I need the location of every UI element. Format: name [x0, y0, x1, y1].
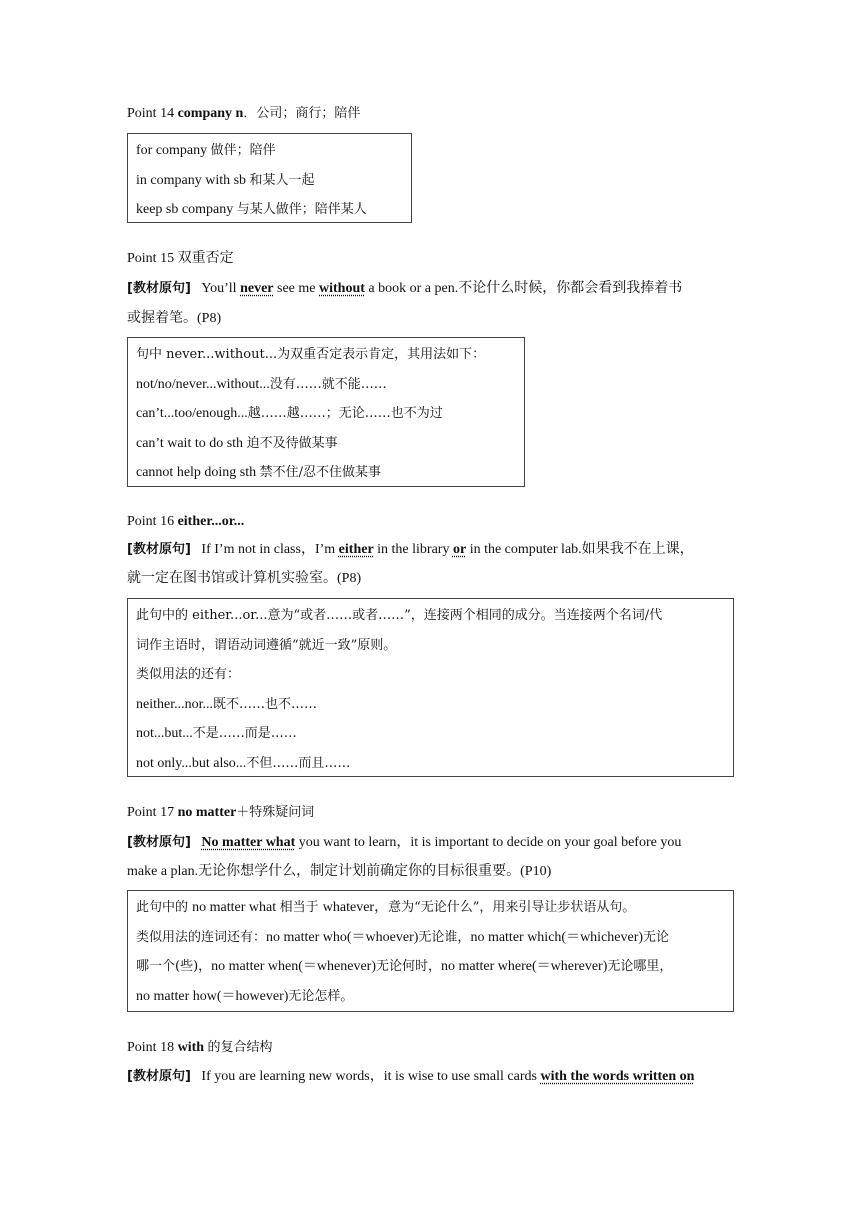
point-18-word: with	[177, 1040, 208, 1055]
point-17-sentence: [教材原句] No matter what you want to learn，it is important to decide on your goal before you	[127, 835, 682, 850]
box-row: for company 做伴；陪伴	[136, 143, 276, 158]
box-row: 类似用法的还有：	[136, 667, 241, 682]
textbook-sentence-tag: [教材原句]	[127, 1069, 191, 1084]
point-16-box	[127, 598, 734, 777]
point-15-sentence: [教材原句] You’ll never see me without a book or a pen.不论什么时候，你都会看到我捧着书	[127, 281, 683, 296]
box-row: 哪一个(些)，no matter when(＝whenever)无论何时，no matter where(＝wherever)无论哪里，	[136, 959, 673, 974]
point-14-word: company n	[177, 106, 244, 121]
box-row: 类似用法的连词还有：no matter who(＝whoever)无论谁，no matter which(＝whichever)无论	[136, 929, 670, 945]
point-16-sentence-cont: 就一定在图书馆或计算机实验室。(P8)	[127, 571, 362, 586]
box-row: not/no/never...without...没有……就不能……	[136, 376, 387, 392]
box-row: 此句中的 no matter what 相当于 whatever，意为“无论什么”，用来引导让步状语从句。	[136, 900, 636, 915]
textbook-sentence-tag: [教材原句]	[127, 542, 191, 557]
point-14-heading: Point 14 company n．公司；商行；陪伴	[127, 106, 361, 121]
box-row: 词作主语时，谓语动词遵循“就近一致”原则。	[136, 637, 397, 653]
point-17-heading: Point 17 no matter＋特殊疑问词	[127, 805, 315, 820]
point-17-box	[127, 890, 734, 1012]
box-row: in company with sb 和某人一起	[136, 172, 315, 188]
point-18-heading: Point 18 with 的复合结构	[127, 1040, 273, 1055]
box-row: can’t wait to do sth 迫不及待做某事	[136, 435, 338, 451]
point-18-sentence: [教材原句] If you are learning new words，it is wise to use small cards with the words written on	[127, 1069, 695, 1084]
point-15-box	[127, 337, 525, 487]
point-16-word: either...or...	[177, 514, 245, 529]
box-row: 句中 never...without...为双重否定表示肯定，其用法如下：	[136, 347, 486, 362]
box-row: can’t...too/enough...越……越……；无论……也不为过	[136, 406, 443, 421]
point-15-sentence-cont: 或握着笔。(P8)	[127, 311, 222, 326]
box-row: no matter how(＝however)无论怎样。	[136, 988, 354, 1004]
point-15-heading: Point 15 双重否定	[127, 251, 234, 266]
point-16-heading: Point 16 either...or...	[127, 514, 245, 529]
textbook-sentence-tag: [教材原句]	[127, 281, 191, 296]
point-16-sentence: [教材原句] If I’m not in class，I’m either in the library or in the computer lab.如果我不在上课，	[127, 542, 694, 557]
point-17-sentence-cont: make a plan.无论你想学什么，制定计划前确定你的目标很重要。(P10)	[127, 864, 552, 879]
box-row: keep sb company 与某人做伴；陪伴某人	[136, 202, 367, 217]
point-17-word: no matter	[177, 805, 237, 820]
box-row: neither...nor...既不……也不……	[136, 696, 318, 712]
point-14-box	[127, 133, 412, 223]
box-row: cannot help doing sth 禁不住/忍不住做某事	[136, 465, 382, 480]
box-row: not only...but also...不但……而且……	[136, 755, 351, 771]
box-row: not...but...不是……而是……	[136, 726, 297, 741]
box-row: 此句中的 either...or...意为“或者……或者……”，连接两个相同的成分。当连接两个名词/代	[136, 608, 663, 623]
textbook-sentence-tag: [教材原句]	[127, 835, 191, 850]
